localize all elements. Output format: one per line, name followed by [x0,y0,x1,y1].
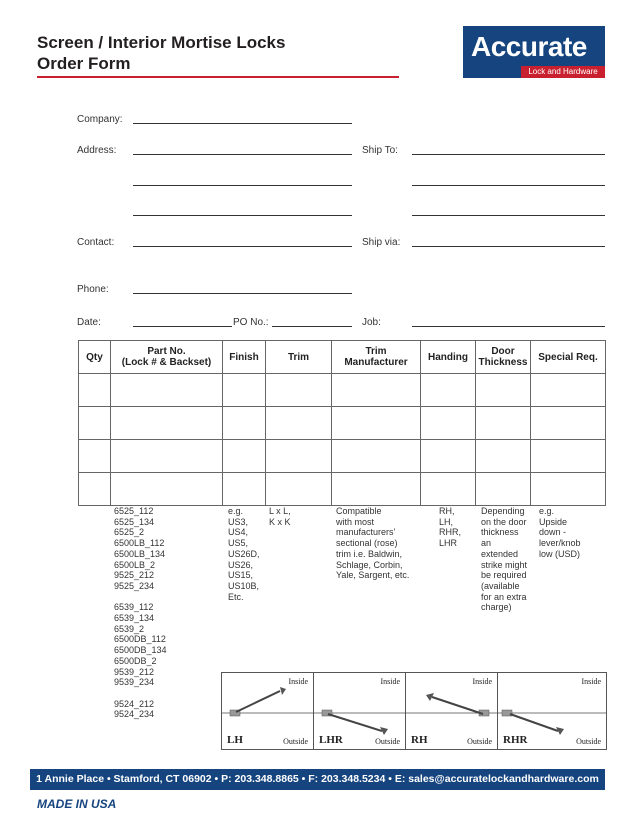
ship-to-field-2[interactable] [412,185,605,186]
handing-figure-rh [405,672,498,750]
finish-notes: e.g. US3, US4, US5, US26D, US26, US15, US10B, Etc. [228,506,260,602]
trim-manufacturer-notes: Compatible with most manufacturers' sectional (rose) trim i.e. Baldwin, Schlage, Corbin, Yale, Sargent, etc. [336,506,410,581]
title-line-1: Screen / Interior Mortise Locks [37,33,286,52]
company-label: Company: [77,114,123,125]
col-header-qty: Qty [79,341,111,374]
phone-field[interactable] [133,293,352,294]
address-field-1[interactable] [133,154,352,155]
table-cell[interactable] [79,407,111,440]
table-cell[interactable] [421,473,476,506]
col-header-trim-manufacturer: Trim Manufacturer [332,341,421,374]
contact-label: Contact: [77,237,115,248]
brand-logo [463,26,605,78]
table-cell[interactable] [79,440,111,473]
table-cell[interactable] [223,374,266,407]
made-in-usa: MADE IN USA [37,797,117,811]
part-number-notes: 6525_112 6525_134 6525_2 6500LB_112 6500LB_134 6500LB_2 9525_212 9525_234 6539_112 6539_134 6539_2 6500DB_112 6500DB_134 6500DB_2 9539_212 9539_234 9524_212 9524_234 [114,506,167,720]
table-cell[interactable] [531,473,606,506]
title-rule [37,76,399,78]
table-row [79,440,606,473]
table-cell[interactable] [223,473,266,506]
address-field-2[interactable] [133,185,352,186]
handing-figure-lhr [313,672,406,750]
table-cell[interactable] [476,407,531,440]
table-cell[interactable] [421,374,476,407]
handing-notes: RH, LH, RHR, LHR [439,506,461,549]
table-cell[interactable] [476,374,531,407]
table-cell[interactable] [266,374,332,407]
col-header-handing: Handing [421,341,476,374]
table-cell[interactable] [266,473,332,506]
col-header-special-req: Special Req. [531,341,606,374]
table-cell[interactable] [223,440,266,473]
lhr-outside-label: Outside [375,737,400,746]
rh-outside-label: Outside [467,737,492,746]
table-cell[interactable] [531,374,606,407]
address-field-3[interactable] [133,215,352,216]
table-cell[interactable] [111,407,223,440]
order-table [78,340,606,506]
lhr-inside-label: Inside [380,677,400,686]
lh-code: LH [227,734,243,746]
lhr-code: LHR [319,734,343,746]
handing-figure-lh [221,672,314,750]
table-row [79,374,606,407]
form-title [37,32,285,74]
ship-via-label: Ship via: [362,237,401,248]
table-cell[interactable] [332,473,421,506]
phone-label: Phone: [77,284,109,295]
rh-code: RH [411,734,428,746]
table-cell[interactable] [332,374,421,407]
table-cell[interactable] [79,374,111,407]
table-cell[interactable] [531,440,606,473]
table-cell[interactable] [476,473,531,506]
col-header-part-no: Part No. (Lock # & Backset) [111,341,223,374]
door-thickness-notes: Depending on the door thickness an extended strike might be required (available for an extra charge) [481,506,528,613]
handing-figure-rhr [497,672,607,750]
table-cell[interactable] [476,440,531,473]
table-cell[interactable] [332,407,421,440]
footer-contact-bar: 1 Annie Place • Stamford, CT 06902 • P: 203.348.8865 • F: 203.348.5234 • E: sales@accuratelockandhardware.com [30,769,605,790]
company-field[interactable] [133,123,352,124]
logo-subtitle: Lock and Hardware [521,66,605,78]
table-row [79,407,606,440]
table-cell[interactable] [332,440,421,473]
rhr-code: RHR [503,734,528,746]
po-no-label: PO No.: [233,317,269,328]
trim-notes: L x L, K x K [269,506,291,527]
table-cell[interactable] [111,440,223,473]
contact-field[interactable] [133,246,352,247]
table-cell[interactable] [531,407,606,440]
rhr-outside-label: Outside [576,737,601,746]
table-cell[interactable] [79,473,111,506]
ship-to-label: Ship To: [362,145,398,156]
title-line-2: Order Form [37,54,131,73]
logo-text: Accurate [471,31,587,62]
date-label: Date: [77,317,101,328]
table-cell[interactable] [223,407,266,440]
table-cell[interactable] [266,440,332,473]
ship-via-field[interactable] [412,246,605,247]
table-cell[interactable] [421,440,476,473]
col-header-finish: Finish [223,341,266,374]
job-field[interactable] [412,326,605,327]
ship-to-field-1[interactable] [412,154,605,155]
lh-outside-label: Outside [283,737,308,746]
col-header-trim: Trim [266,341,332,374]
col-header-door-thickness: Door Thickness [476,341,531,374]
date-field[interactable] [133,326,232,327]
table-cell[interactable] [111,473,223,506]
po-no-field[interactable] [272,326,352,327]
table-cell[interactable] [421,407,476,440]
rhr-inside-label: Inside [581,677,601,686]
job-label: Job: [362,317,381,328]
address-label: Address: [77,145,117,156]
table-cell[interactable] [266,407,332,440]
special-req-notes: e.g. Upside down - lever/knob low (USD) [539,506,581,559]
rh-inside-label: Inside [472,677,492,686]
table-header-row [79,341,606,374]
table-row [79,473,606,506]
ship-to-field-3[interactable] [412,215,605,216]
table-cell[interactable] [111,374,223,407]
lh-inside-label: Inside [288,677,308,686]
